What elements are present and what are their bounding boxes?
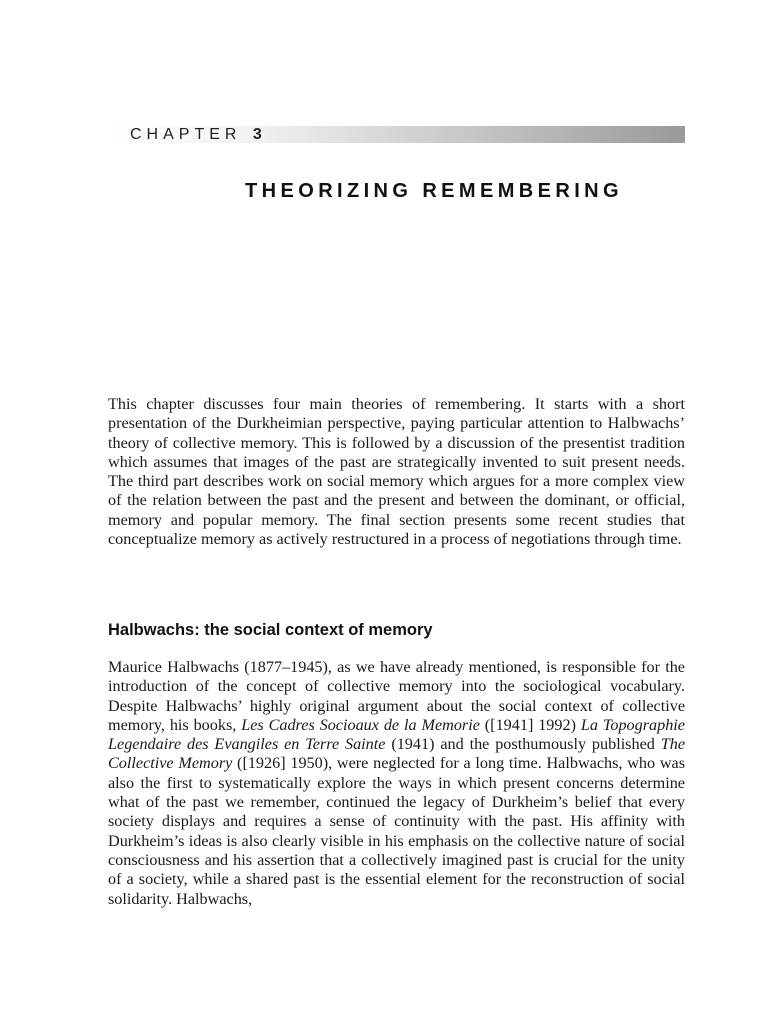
chapter-word: CHAPTER bbox=[130, 126, 242, 143]
paragraph-text: Maurice Halbwachs (1877–1945), as we have already mentioned, is responsible for the introduction of the concept of collective memory into the sociological vocabulary. Despite Halbwachs’ highly original argument about the social context of collective memory, his books, bbox=[108, 658, 685, 734]
halbwachs-paragraph bbox=[108, 658, 685, 909]
book-title: La Topographie Legendaire des Evangiles en Terre Sainte bbox=[108, 715, 685, 754]
book-title: The Collective Memory bbox=[108, 735, 685, 773]
paragraph-text: (1941) and the posthumously published bbox=[385, 735, 661, 754]
chapter-number: 3 bbox=[252, 126, 262, 143]
chapter-title: THEORIZING REMEMBERING bbox=[245, 180, 623, 202]
book-title: Les Cadres Socioaux de la Memorie bbox=[241, 715, 480, 734]
paragraph-text: ([1926] 1950), were neglected for a long time. Halbwachs, who was also the first to systematically explore the ways in which present concerns determine what of the past we remember, continued the legacy of Durkheim’s belief that every society displays and requires a sense of continuity with the past. His affinity with Durkheim’s ideas is also clearly visible in his emphasis on the collective nature of social consciousness and his assertion that a collectively imagined past is crucial for the unity of a society, while a shared past is the essential element for the reconstruction of social solidarity. Halbwachs, bbox=[108, 754, 686, 908]
section-heading: Halbwachs: the social context of memory bbox=[108, 621, 433, 639]
intro-paragraph: This chapter discusses four main theories of remembering. It starts with a short presentation of the Durkheimian perspective, paying particular attention to Halbwachs’ theory of collective memory. This is followed by a discussion of the presentist tradition which assumes that images of the past are strategically invented to suit present needs. The third part describes work on social memory which argues for a more complex view of the relation between the past and the present and between the dominant, or official, memory and popular memory. The final section presents some recent studies that conceptualize memory as actively restructured in a process of negotiations through time. bbox=[108, 395, 685, 549]
paragraph-text: ([1941] 1992) bbox=[479, 715, 581, 734]
chapter-label bbox=[130, 125, 262, 145]
